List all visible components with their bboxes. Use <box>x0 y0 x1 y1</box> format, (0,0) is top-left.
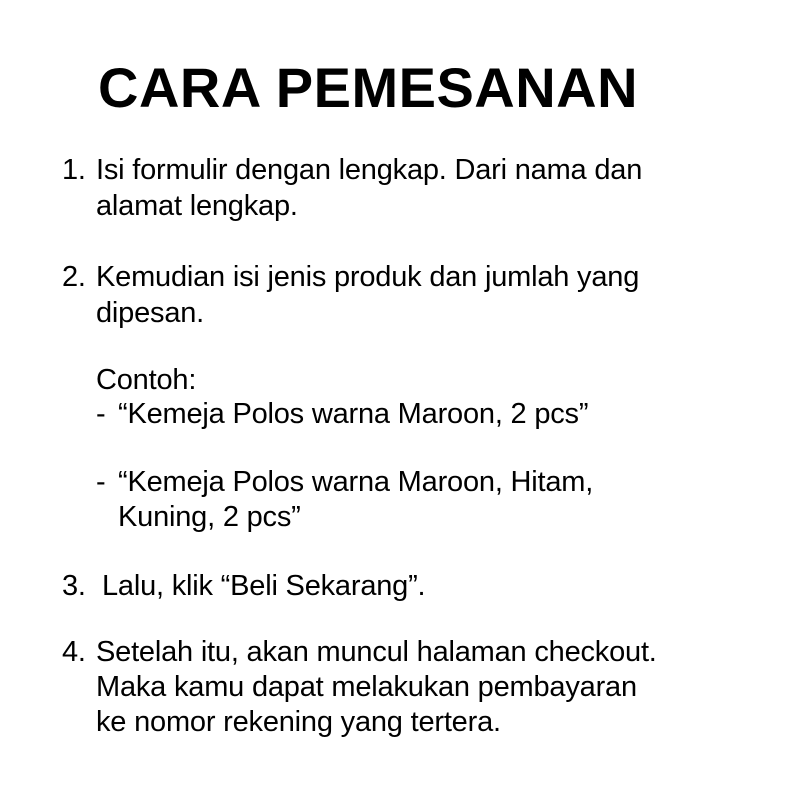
example-1-dash: - <box>96 398 106 430</box>
step-4-line-3: ke nomor rekening yang tertera. <box>96 706 501 738</box>
step-4-line-2: Maka kamu dapat melakukan pembayaran <box>96 671 637 703</box>
page-title: CARA PEMESANAN <box>98 56 639 119</box>
step-2-line-1: Kemudian isi jenis produk dan jumlah yang <box>96 261 640 293</box>
step-1-line-1: Isi formulir dengan lengkap. Dari nama dan <box>96 154 643 186</box>
step-3-line-1: Lalu, klik “Beli Sekarang”. <box>102 570 426 602</box>
step-1-line-2: alamat lengkap. <box>96 190 298 222</box>
example-2-line-1: “Kemeja Polos warna Maroon, Hitam, <box>118 466 594 498</box>
step-1-number: 1. <box>62 154 86 186</box>
example-2-dash: - <box>96 466 106 498</box>
example-heading: Contoh: <box>96 364 197 396</box>
step-2-line-2: dipesan. <box>96 297 205 329</box>
step-2-number: 2. <box>62 261 86 293</box>
example-1-text: “Kemeja Polos warna Maroon, 2 pcs” <box>118 398 589 430</box>
step-4-line-1: Setelah itu, akan muncul halaman checkout. <box>96 636 657 668</box>
example-2-line-2: Kuning, 2 pcs” <box>118 501 301 533</box>
step-4-number: 4. <box>62 636 86 668</box>
step-3-number: 3. <box>62 570 86 602</box>
